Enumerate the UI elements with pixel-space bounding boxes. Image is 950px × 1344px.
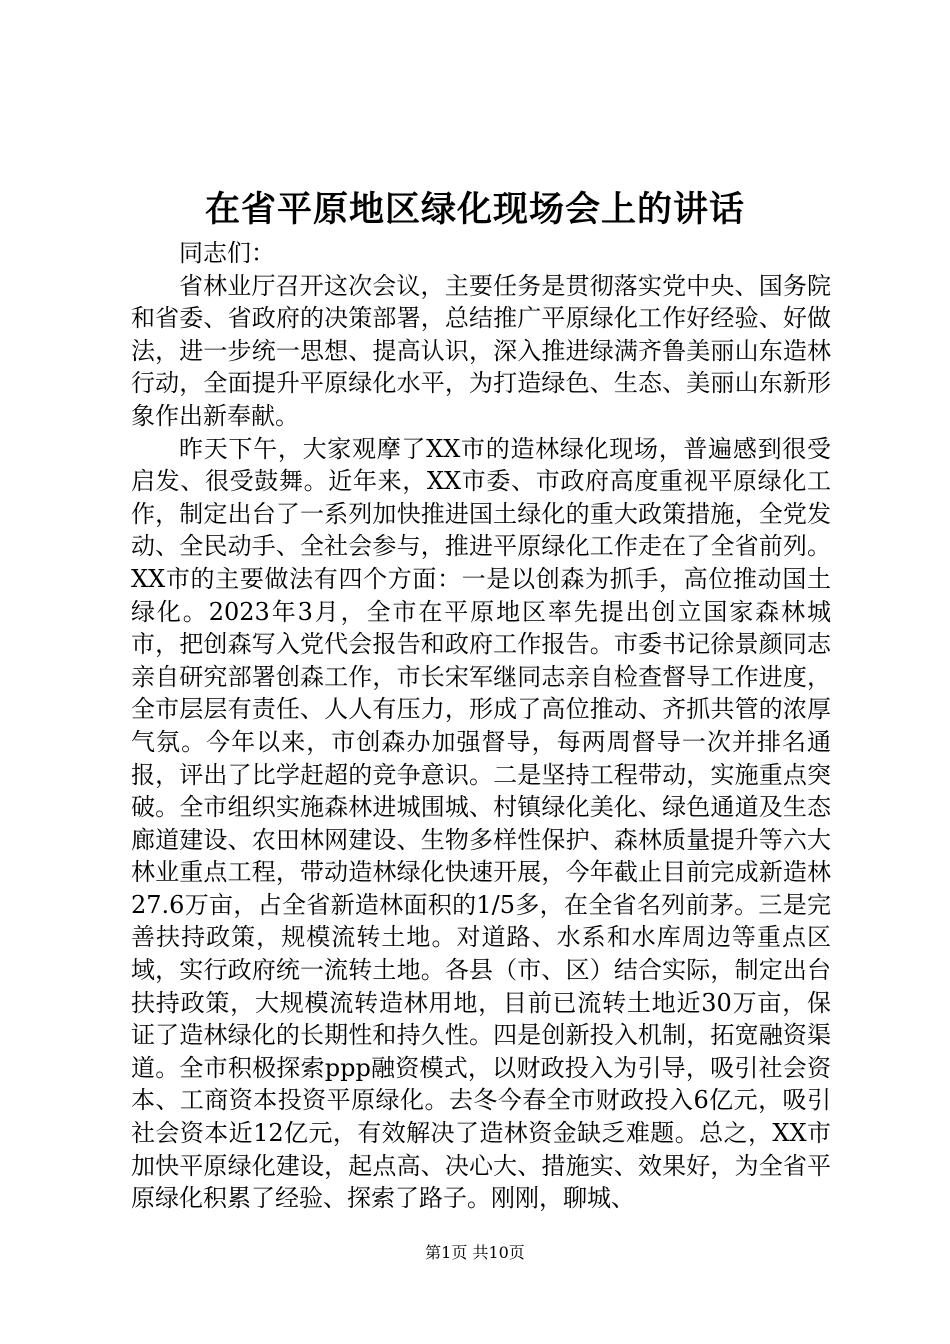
salutation: 同志们： <box>179 239 275 267</box>
paragraph: 省林业厅召开这次会议，主要任务是贯彻落实党中央、国务院和省委、省政府的决策部署，总结推广平原绿化工作好经验、好做法，进一步统一思想、提高认识，深入推进绿满齐鲁美丽山东造林行动，全面提升平原绿化水平，为打造绿色、生态、美丽山东新形象作出新奉献。 <box>131 271 831 430</box>
page-footer: 第1页 共10页 <box>425 1243 525 1262</box>
document-body <box>131 237 831 1215</box>
paragraph: 昨天下午，大家观摩了XX市的造林绿化现场，普遍感到很受启发、很受鼓舞。近年来，XX市委、市政府高度重视平原绿化工作，制定出台了一系列加快推进国土绿化的重大政策措施，全党发动、全民动手、全社会参与，推进平原绿化工作走在了全省前列。XX市的主要做法有四个方面：一是以创森为抓手，高位推动国土绿化。2023年3月，全市在平原地区率先提出创立国家森林城市，把创森写入党代会报告和政府工作报告。市委书记徐景颜同志亲自研究部署创森工作，市长宋军继同志亲自检查督导工作进度，全市层层有责任、人人有压力，形成了高位推动、齐抓共管的浓厚气氛。今年以来，市创森办加强督导，每两周督导一次并排名通报，评出了比学赶超的竞争意识。二是坚持工程带动，实施重点突破。全市组织实施森林进城围城、村镇绿化美化、绿色通道及生态廊道建设、农田林网建设、生物多样性保护、森林质量提升等六大林业重点工程，带动造林绿化快速开展，今年截止目前完成新造林27.6万亩，占全省新造林面积的1/5多，在全省名列前茅。三是完善扶持政策，规模流转土地。对道路、水系和水库周边等重点区域，实行政府统一流转土地。各县（市、区）结合实际，制定出台扶持政策，大规模流转造林用地，目前已流转土地近30万亩，保证了造林绿化的长期性和持久性。四是创新投入机制，拓宽融资渠道。全市积极探索ppp融资模式，以财政投入为引导，吸引社会资本、工商资本投资平原绿化。去冬今春全市财政投入6亿元，吸引社会资本近12亿元，有效解决了造林资金缺乏难题。总之，XX市加快平原绿化建设，起点高、决心大、措施实、效果好，为全省平原绿化积累了经验、探索了路子。刚刚，聊城、 <box>131 434 831 1213</box>
document-title: 在省平原地区绿化现场会上的讲话 <box>204 189 745 230</box>
